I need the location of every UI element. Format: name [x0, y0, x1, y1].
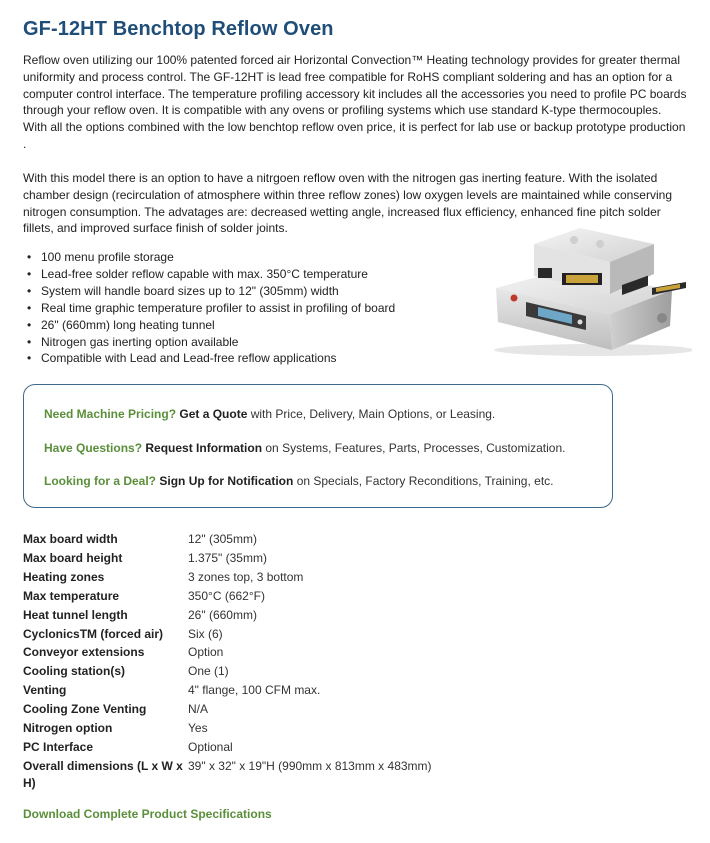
table-row — [23, 719, 432, 738]
request-information-link[interactable]: Request Information — [145, 441, 263, 455]
list-item: • System will handle board sizes up to 12" (305mm) width — [23, 283, 463, 300]
spec-value: 350°C (662°F) — [188, 588, 265, 603]
table-row — [23, 606, 432, 625]
spec-value: 12" (305mm) — [188, 532, 257, 546]
questions-question: Have Questions? — [44, 441, 143, 455]
page-title: GF-12HT Benchtop Reflow Oven — [23, 18, 334, 40]
pricing-question: Need Machine Pricing? — [44, 407, 177, 421]
deal-line — [44, 474, 554, 488]
table-row — [23, 549, 432, 568]
intro-paragraph: Reflow oven utilizing our 100% patented forced air Horizontal Convection™ Heating technology provides for greater thermal uniformity and process control. The GF-12HT is lead free compatible for RoHS compliant soldering and has an option for a computer control interface. The temperature profiling accessory kit includes all the accessories you need to profile PC boards through your reflow oven. It is compatible with any ovens or profiling systems which use standard K-type thermocouples. With all the options combined with the low benchtop reflow oven price, it is perfect for lab use or backup prototype production . — [23, 53, 687, 151]
deal-text: on Specials, Factory Reconditions, Training, etc. — [293, 474, 554, 488]
spec-value: Yes — [188, 721, 208, 736]
list-item: • Real time graphic temperature profiler to assist in profiling of board — [23, 300, 463, 317]
deal-question: Looking for a Deal? — [44, 474, 157, 488]
get-quote-link[interactable]: Get a Quote — [179, 407, 248, 421]
spec-value: Option — [188, 645, 224, 660]
spec-label: Max board width — [23, 532, 118, 546]
spec-label: Heat tunnel length — [23, 607, 128, 622]
spec-label: PC Interface — [23, 739, 94, 754]
spec-value: N/A — [188, 702, 209, 717]
list-item: • Compatible with Lead and Lead-free reflow applications — [23, 350, 463, 367]
specifications-table — [23, 530, 432, 793]
table-row — [23, 681, 432, 700]
spec-value: Six (6) — [188, 626, 223, 641]
table-row — [23, 530, 432, 549]
pricing-line — [44, 407, 495, 421]
reflow-oven-image — [482, 218, 692, 358]
table-row — [23, 757, 432, 793]
nitrogen-paragraph: With this model there is an option to have a nitrgoen reflow oven with the nitrogen gas inerting feature. With the isolated chamber design (recirculation of atmosphere within three reflow zones) low oxygen levels are maintained while conserving nitrogen consumption. The advatages are: decreased wetting angle, increased flux efficiency, enhanced fine pitch solder fillets, and improved surface finish of solder joints. — [23, 171, 672, 236]
list-item: • Nitrogen gas inerting option available — [23, 334, 463, 351]
spec-label: Overall dimensions (L x W x H) — [23, 758, 183, 791]
contact-box — [23, 384, 613, 508]
spec-label: Heating zones — [23, 569, 105, 584]
download-specifications-link[interactable]: Download Complete Product Specifications — [23, 807, 272, 821]
spec-label: Max temperature — [23, 588, 120, 603]
spec-label: Cooling Zone Venting — [23, 702, 147, 717]
table-row — [23, 568, 432, 587]
table-row — [23, 662, 432, 681]
spec-value: 26" (660mm) — [188, 607, 257, 622]
questions-text: on Systems, Features, Parts, Processes, Customization. — [262, 441, 566, 455]
table-row — [23, 643, 432, 662]
list-item: • Lead-free solder reflow capable with max. 350°C temperature — [23, 266, 463, 283]
spec-label: Conveyor extensions — [23, 645, 145, 660]
spec-value: One (1) — [188, 664, 229, 679]
sign-up-link[interactable]: Sign Up for Notification — [159, 474, 294, 488]
feature-list — [23, 249, 463, 367]
list-item: • 26" (660mm) long heating tunnel — [23, 317, 463, 334]
table-row — [23, 700, 432, 719]
spec-label: Nitrogen option — [23, 721, 113, 736]
spec-value: 3 zones top, 3 bottom — [188, 569, 304, 584]
spec-label: Venting — [23, 683, 67, 698]
questions-line — [44, 441, 566, 455]
spec-label: Cooling station(s) — [23, 664, 125, 679]
spec-value: 4" flange, 100 CFM max. — [188, 683, 321, 698]
spec-label: CyclonicsTM (forced air) — [23, 626, 164, 641]
spec-value: 39" x 32" x 19"H (990mm x 813mm x 483mm) — [188, 758, 432, 773]
table-row — [23, 587, 432, 606]
pricing-text: with Price, Delivery, Main Options, or Leasing. — [247, 407, 496, 421]
table-row — [23, 625, 432, 644]
spec-label: Max board height — [23, 550, 123, 565]
spec-value: Optional — [188, 739, 233, 754]
table-row — [23, 738, 432, 757]
spec-value: 1.375" (35mm) — [188, 550, 267, 565]
list-item: • 100 menu profile storage — [23, 249, 463, 266]
